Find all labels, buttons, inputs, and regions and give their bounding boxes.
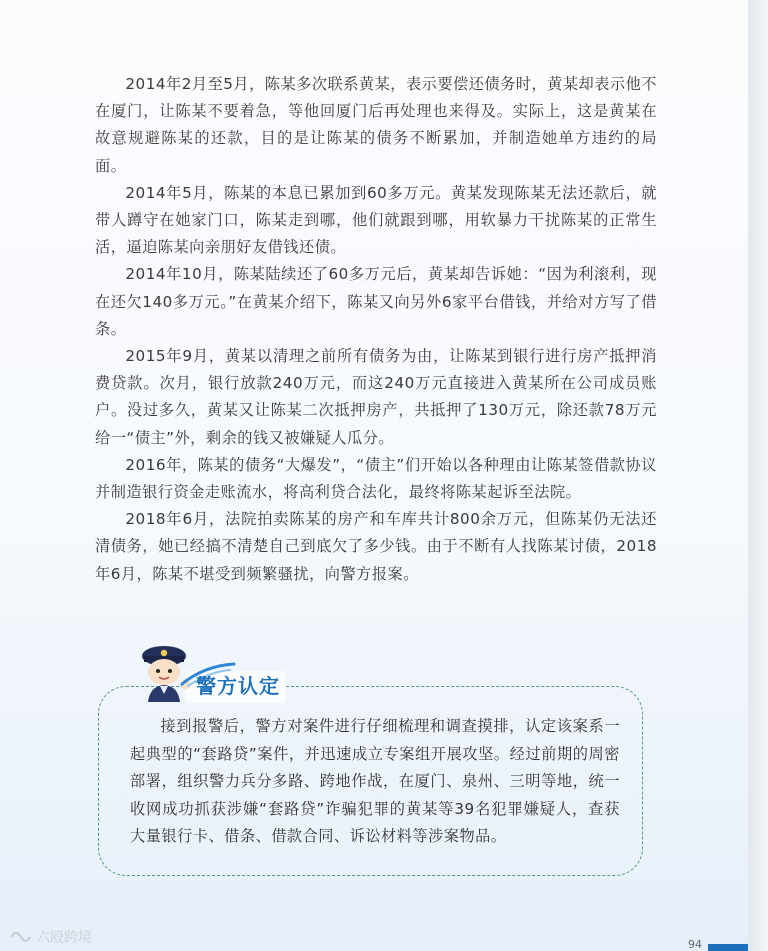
watermark-logo-icon: [8, 928, 32, 946]
paragraph: 2014年10月，陈某陆续还了60多万元后，黄某却告诉她：“因为利滚利，现在还欠140多万元。”在黄某介绍下，陈某又向另外6家平台借钱，并给对方写了借条。: [95, 265, 657, 338]
paragraph: 2015年9月，黄某以清理之前所有债务为由，让陈某到银行进行房产抵押消费贷款。次月，银行放款240万元，而这240万元直接进入黄某所在公司成员账户。没过多久，黄某又让陈某二次抵押房产，共抵押了130万元，除还款78万元给一“债主”外，剩余的钱又被嫌疑人瓜分。: [95, 347, 657, 447]
paragraph: 2014年5月，陈某的本息已累加到60多万元。黄某发现陈某无法还款后，就带人蹲守在她家门口，陈某走到哪，他们就跟到哪，用软暴力干扰陈某的正常生活，逼迫陈某向亲朋好友借钱还债。: [95, 183, 657, 257]
paragraph: 2018年6月，法院拍卖陈某的房产和车库共计800余万元，但陈某仍无法还清债务，她已经搞不清楚自己到底欠了多少钱。由于不断有人找陈某讨债，2018年6月，陈某不堪受到频繁骚扰，向警方报案。: [95, 510, 657, 583]
paragraph: 2016年，陈某的债务“大爆发”，“债主”们开始以各种理由让陈某签借款协议并制造银行资金走账流水，将高利贷合法化，最终将陈某起诉至法院。: [95, 455, 657, 502]
page-number: 94: [688, 938, 702, 951]
watermark-text: 六殴跨境: [36, 930, 92, 946]
police-text: [130, 713, 620, 851]
page-number-bar: [708, 944, 748, 951]
watermark: [8, 926, 92, 948]
police-paragraph: 接到报警后，警方对案件进行仔细梳理和调查摸排，认定该案系一起典型的“套路贷”案件，并迅速成立专案组开展攻坚。经过前期的周密部署，组织警力兵分多路、跨地作战，在厦门、泉州、三明等地，统一收网成功抓获涉嫌“套路贷”诈骗犯罪的黄某等39名犯罪嫌疑人，查获大量银行卡、借条、借款合同、诉讼材料等涉案物品。: [130, 717, 620, 845]
section-heading: 警方认定: [196, 674, 280, 698]
body-text: [95, 71, 657, 588]
paragraph: 2014年2月至5月，陈某多次联系黄某，表示要偿还债务时，黄某却表示他不在厦门，让陈某不要着急，等他回厦门后再处理也来得及。实际上，这是黄某在故意规避陈某的还款，目的是让陈某的债务不断累加，并制造她单方违约的局面。: [95, 75, 657, 175]
page-edge: [748, 0, 768, 951]
